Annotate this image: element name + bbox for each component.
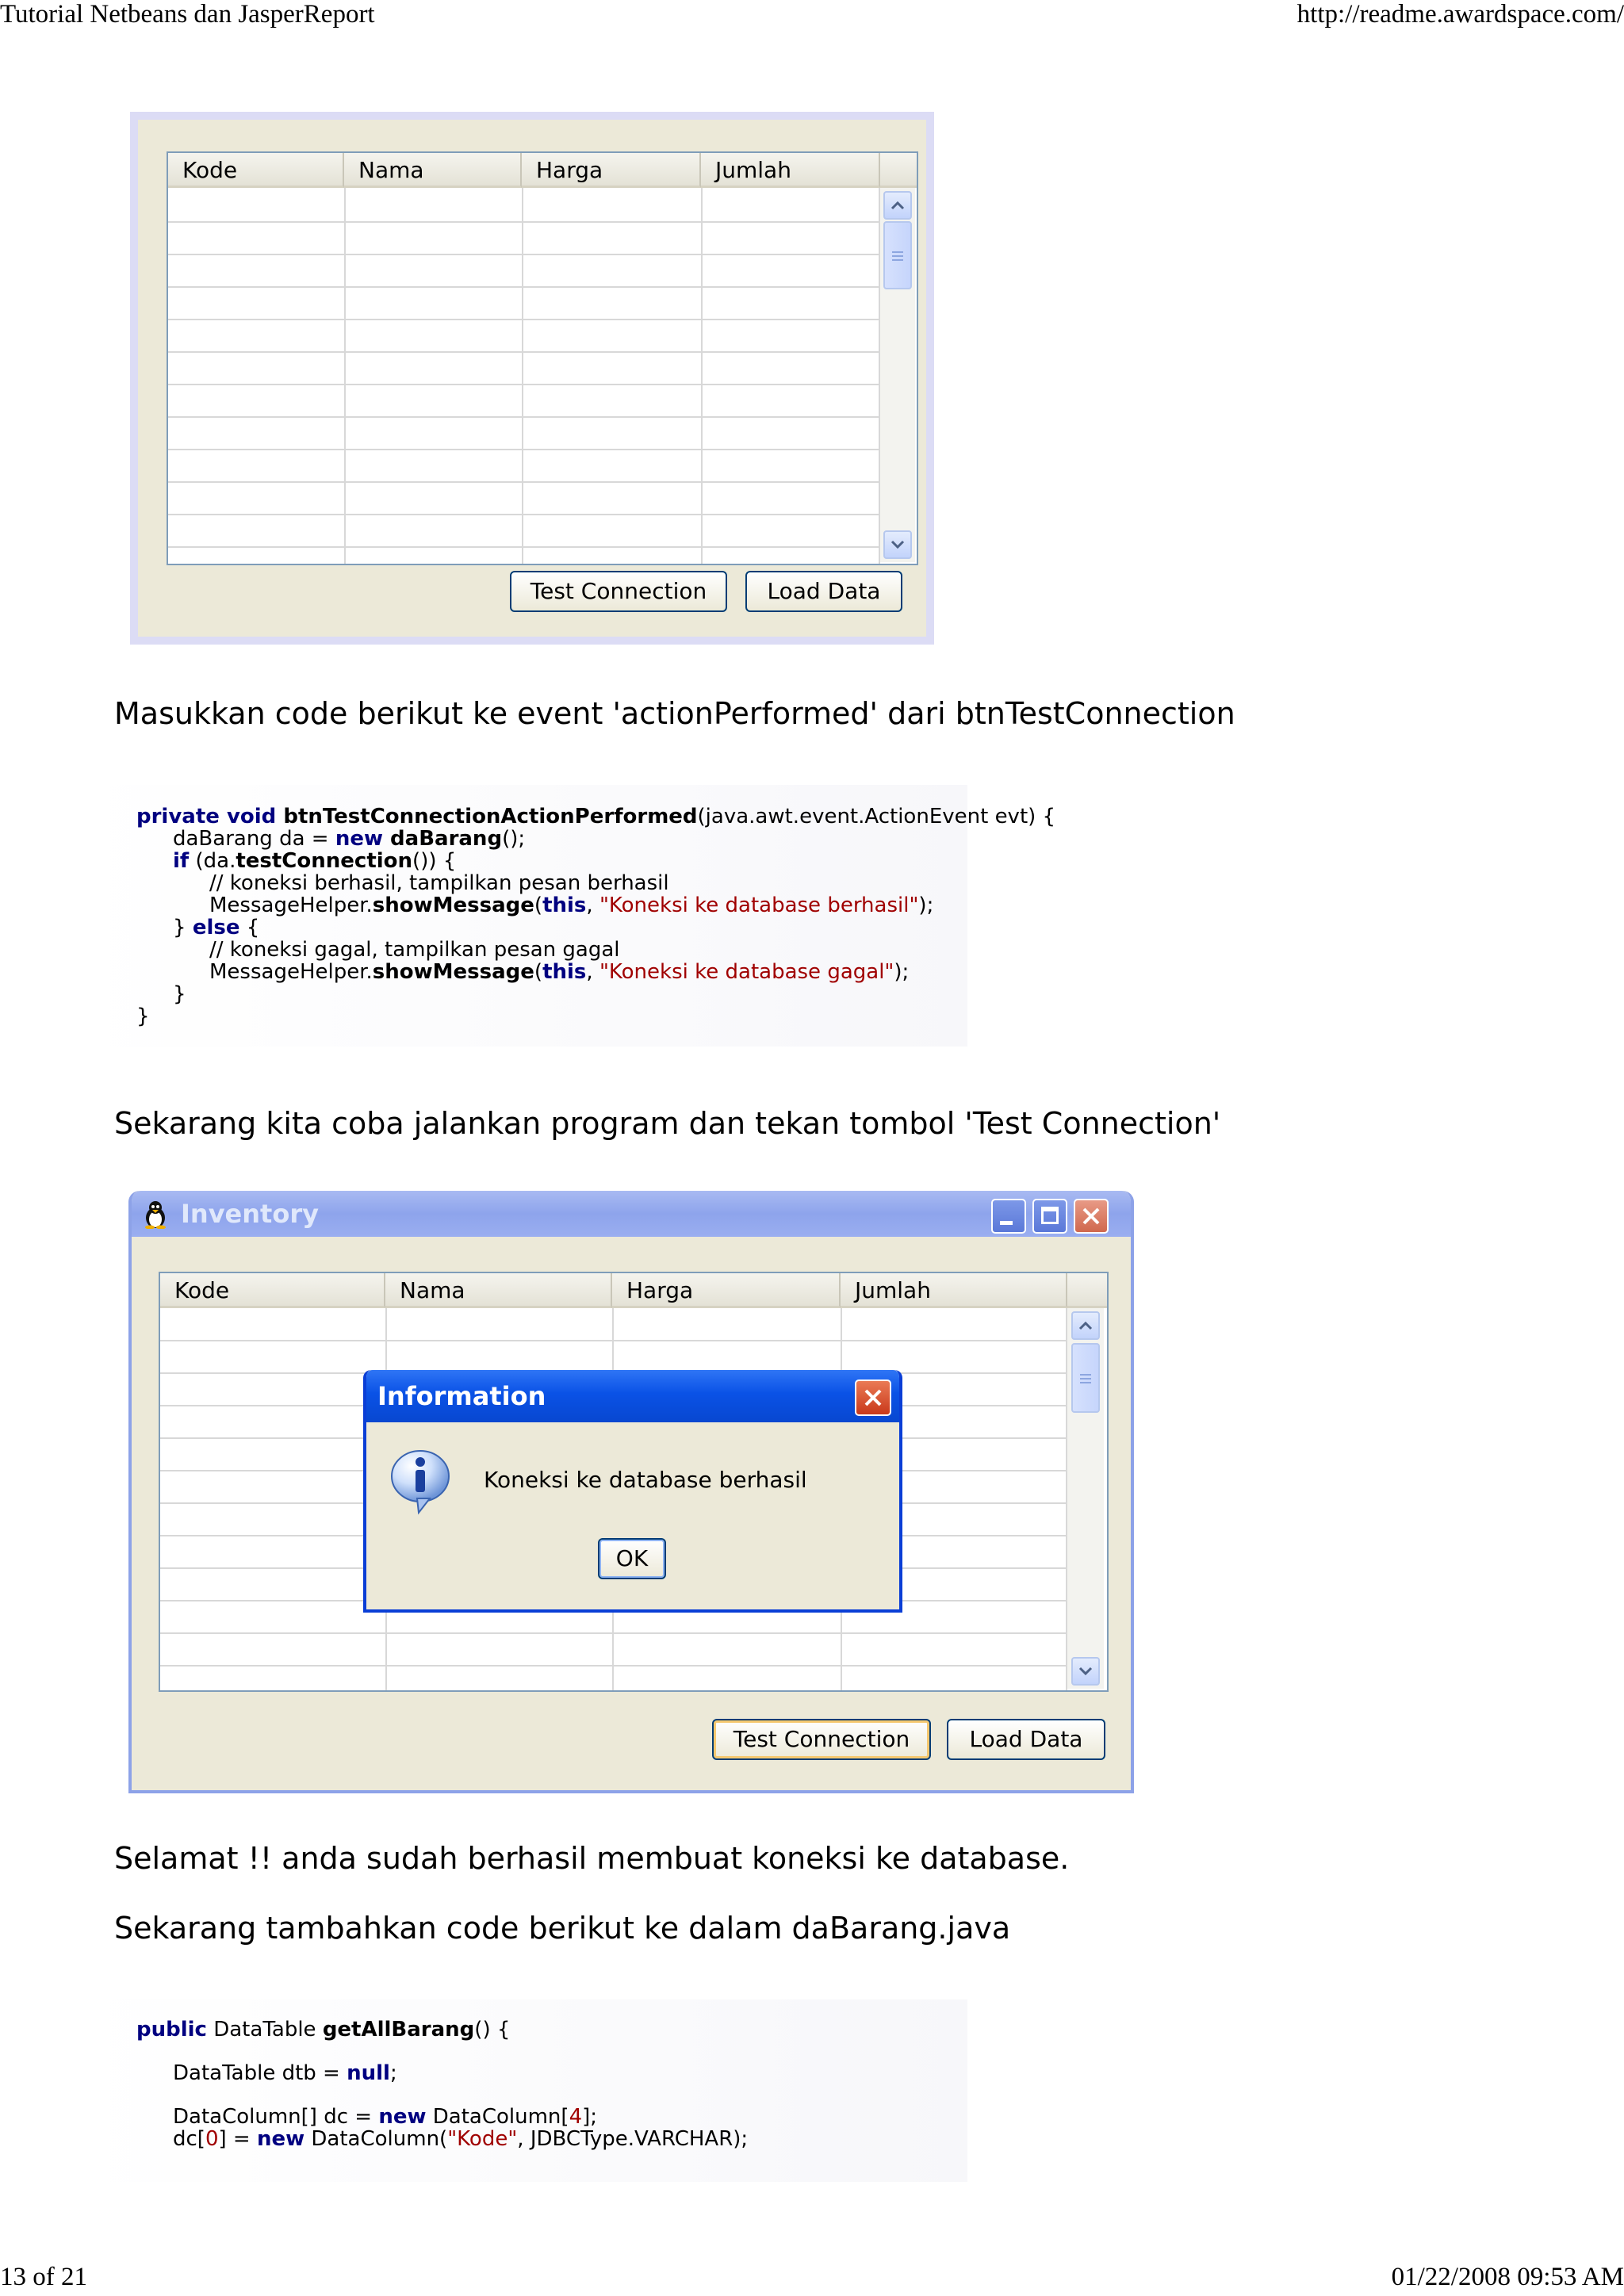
code-line: public DataTable getAllBarang() { — [136, 2018, 511, 2042]
minimize-button[interactable] — [991, 1199, 1026, 1234]
paragraph-add-code: Sekarang tambahkan code berikut ke dalam daBarang.java — [114, 1911, 1011, 1946]
information-dialog — [363, 1370, 902, 1613]
dialog-close-button[interactable] — [855, 1380, 891, 1416]
scroll-thumb[interactable] — [883, 221, 912, 289]
load-data-button[interactable]: Load Data — [947, 1719, 1105, 1760]
code-block-test-connection — [79, 785, 1056, 1047]
column-header-harga[interactable]: Harga — [612, 1273, 841, 1308]
minimize-icon — [1000, 1221, 1013, 1225]
window-titlebar[interactable] — [132, 1191, 1131, 1237]
load-data-button[interactable]: Load Data — [745, 571, 902, 612]
scroll-up-arrow-icon[interactable] — [883, 191, 912, 220]
dialog-title: Information — [377, 1381, 546, 1411]
close-icon — [1082, 1207, 1101, 1226]
column-header-kode[interactable]: Kode — [160, 1273, 385, 1308]
test-connection-button[interactable]: Test Connection — [712, 1719, 931, 1760]
code-comment: // koneksi berhasil, tampilkan pesan berhasil — [209, 871, 669, 895]
code-line: DataColumn[] dc = new DataColumn[4]; — [173, 2105, 598, 2129]
maximize-icon — [1041, 1207, 1059, 1224]
paragraph-run-program: Sekarang kita coba jalankan program dan tekan tombol 'Test Connection' — [114, 1106, 1221, 1141]
paragraph-action-performed: Masukkan code berikut ke event 'actionPerformed' dari btnTestConnection — [114, 696, 1235, 731]
code-line: MessageHelper.showMessage(this, "Koneksi ke database gagal"); — [209, 960, 910, 984]
code-line: private void btnTestConnectionActionPerformed(java.awt.event.ActionEvent evt) { — [136, 805, 1056, 828]
close-button[interactable] — [1074, 1199, 1109, 1234]
code-line: if (da.testConnection()) { — [173, 849, 457, 873]
maximize-button[interactable] — [1032, 1199, 1067, 1234]
data-table[interactable] — [167, 151, 918, 565]
column-header-kode[interactable]: Kode — [168, 153, 344, 188]
test-connection-button[interactable]: Test Connection — [510, 571, 727, 612]
paragraph-success: Selamat !! anda sudah berhasil membuat koneksi ke database. — [114, 1841, 1070, 1876]
column-header-nama[interactable]: Nama — [385, 1273, 612, 1308]
page-number: 13 of 21 — [0, 2263, 87, 2291]
information-icon — [387, 1446, 458, 1517]
print-datetime: 01/22/2008 09:53 AM — [1391, 2263, 1624, 2291]
vertical-scrollbar[interactable] — [1067, 1308, 1104, 1689]
code-line: daBarang da = new daBarang(); — [173, 827, 526, 851]
document-url: http://readme.awardspace.com/ — [1297, 0, 1624, 29]
scroll-thumb[interactable] — [1071, 1343, 1100, 1413]
column-header-nama[interactable]: Nama — [344, 153, 522, 188]
inventory-window — [128, 1191, 1134, 1793]
document-title: Tutorial Netbeans dan JasperReport — [0, 0, 375, 29]
scroll-down-arrow-icon[interactable] — [883, 530, 912, 559]
close-icon — [864, 1388, 883, 1407]
code-line: MessageHelper.showMessage(this, "Koneksi ke database berhasil"); — [209, 894, 934, 917]
column-header-filler — [1067, 1273, 1107, 1308]
code-line: } — [173, 982, 186, 1006]
scroll-up-arrow-icon[interactable] — [1071, 1311, 1100, 1340]
code-line: } else { — [173, 916, 260, 939]
column-header-jumlah[interactable]: Jumlah — [701, 153, 880, 188]
panel-background — [138, 120, 926, 637]
screenshot-table-panel — [130, 112, 934, 645]
code-line: dc[0] = new DataColumn("Kode", JDBCType.VARCHAR); — [173, 2127, 749, 2151]
column-header-jumlah[interactable]: Jumlah — [841, 1273, 1067, 1308]
column-header-harga[interactable]: Harga — [522, 153, 701, 188]
code-comment: // koneksi gagal, tampilkan pesan gagal — [209, 938, 620, 962]
code-block-get-all-barang — [79, 1999, 967, 2182]
code-line: DataTable dtb = null; — [173, 2061, 397, 2085]
code-line: } — [136, 1004, 150, 1028]
dialog-titlebar[interactable] — [366, 1370, 899, 1422]
ok-button[interactable]: OK — [598, 1538, 666, 1579]
dialog-message: Koneksi ke database berhasil — [484, 1467, 807, 1493]
window-title: Inventory — [181, 1199, 319, 1229]
column-header-filler — [880, 153, 918, 188]
vertical-scrollbar[interactable] — [880, 188, 915, 562]
scroll-down-arrow-icon[interactable] — [1071, 1657, 1100, 1686]
penguin-app-icon — [143, 1200, 168, 1229]
